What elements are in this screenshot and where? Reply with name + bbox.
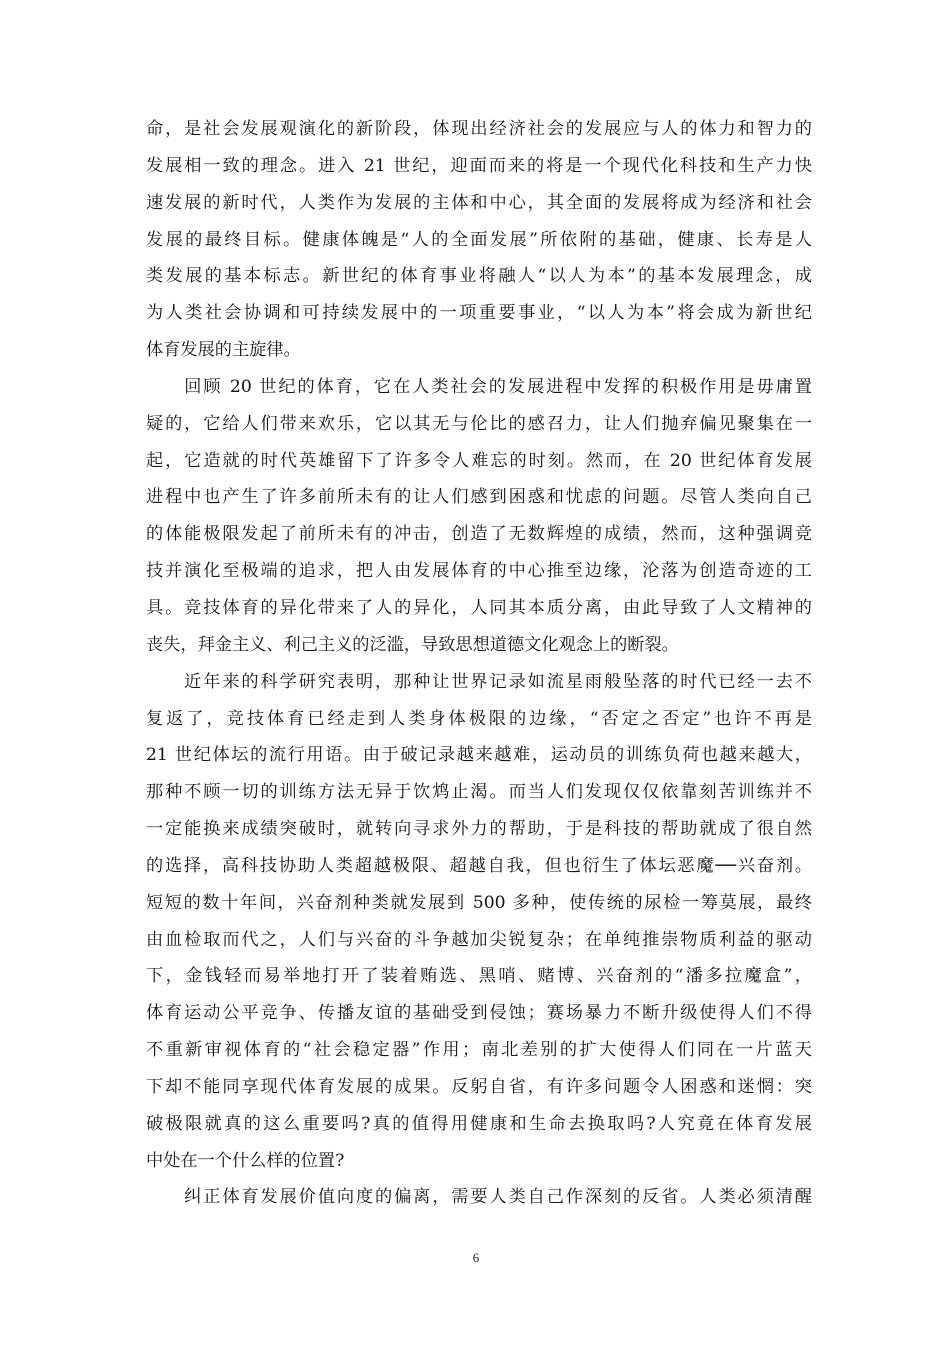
text-line: 丧失，拜金主义、利己主义的泛滥，导致思想道德文化观念上的断裂。 bbox=[146, 634, 679, 655]
text-line: 的选择，高科技协助人类超越极限、超越自我，但也衍生了体坛恶魔──兴奋剂。 bbox=[146, 855, 812, 876]
text-line: 由血检取而代之，人们与兴奋的斗争越加尖锐复杂；在单纯推崇物质利益的驱动 bbox=[146, 929, 812, 950]
text-line: 中处在一个什么样的位置? bbox=[146, 1150, 345, 1171]
page-number: 6 bbox=[472, 1250, 480, 1265]
text-line: 的体能极限发起了前所未有的冲击，创造了无数辉煌的成绩，然而，这种强调竞 bbox=[146, 524, 812, 545]
text-line: 类发展的基本标志。新世纪的体育事业将融人“以人为本”的基本发展理念，成 bbox=[146, 266, 812, 287]
text-line: 纠正体育发展价值向度的偏离，需要人类自己作深刻的反省。人类必须清醒 bbox=[146, 1187, 812, 1208]
text-line: 那种不顾一切的训练方法无异于饮鸩止渴。而当人们发现仅仅依靠刻苦训练并不 bbox=[146, 782, 812, 803]
text-line: 发展的最终目标。健康体魄是“人的全面发展”所依附的基础，健康、长寿是人 bbox=[146, 229, 812, 250]
text-line: 速发展的新时代，人类作为发展的主体和中心，其全面的发展将成为经济和社会 bbox=[146, 192, 812, 213]
text-line: 体育发展的主旋律。 bbox=[146, 340, 301, 361]
text-line: 具。竞技体育的异化带来了人的异化，人同其本质分离，由此导致了人文精神的 bbox=[146, 597, 812, 618]
text-line: 不重新审视体育的“社会稳定器”作用；南北差别的扩大使得人们同在一片蓝天 bbox=[146, 1040, 812, 1061]
text-line: 发展相一致的理念。进入 21 世纪，迎面而来的将是一个现代化科技和生产力快 bbox=[146, 155, 812, 176]
body-text bbox=[146, 111, 812, 1216]
text-line: 命，是社会发展观演化的新阶段，体现出经济社会的发展应与人的体力和智力的 bbox=[146, 119, 812, 139]
text-line: 近年来的科学研究表明，那种让世界记录如流星雨般坠落的时代已经一去不 bbox=[146, 671, 812, 692]
text-line: 破极限就真的这么重要吗?真的值得用健康和生命去换取吗?人究竟在体育发展 bbox=[146, 1113, 812, 1134]
text-line: 短短的数十年间，兴奋剂种类就发展到 500 多种，使传统的尿检一筹莫展，最终 bbox=[146, 892, 812, 913]
text-line: 为人类社会协调和可持续发展中的一项重要事业，“以人为本”将会成为新世纪 bbox=[146, 303, 812, 324]
text-line: 起，它造就的时代英雄留下了许多令人难忘的时刻。然而，在 20 世纪体育发展 bbox=[146, 450, 812, 471]
text-line: 复返了，竞技体育已经走到人类身体极限的边缘，“否定之否定”也许不再是 bbox=[146, 708, 812, 729]
text-line: 技并演化至极端的追求，把人由发展体育的中心推至边缘，沦落为创造奇迹的工 bbox=[146, 561, 812, 582]
text-line: 一定能换来成绩突破时，就转向寻求外力的帮助，于是科技的帮助就成了很自然 bbox=[146, 819, 812, 840]
text-line: 体育运动公平竞争、传播友谊的基础受到侵蚀；赛场暴力不断升级使得人们不得 bbox=[146, 1003, 812, 1024]
text-line: 21 世纪体坛的流行用语。由于破记录越来越难，运动员的训练负荷也越来越大， bbox=[146, 745, 812, 766]
text-line: 进程中也产生了许多前所未有的让人们感到困惑和忧虑的问题。尽管人类向自己 bbox=[146, 487, 812, 508]
text-line: 回顾 20 世纪的体育，它在人类社会的发展进程中发挥的积极作用是毋庸置 bbox=[146, 376, 812, 397]
text-line: 下却不能同享现代体育发展的成果。反躬自省，有许多问题令人困惑和迷惘：突 bbox=[146, 1076, 812, 1097]
text-line: 疑的，它给人们带来欢乐，它以其无与伦比的感召力，让人们抛弃偏见聚集在一 bbox=[146, 413, 812, 434]
text-line: 下，金钱轻而易举地打开了装着贿选、黑哨、赌博、兴奋剂的“潘多拉魔盒”， bbox=[146, 966, 812, 987]
